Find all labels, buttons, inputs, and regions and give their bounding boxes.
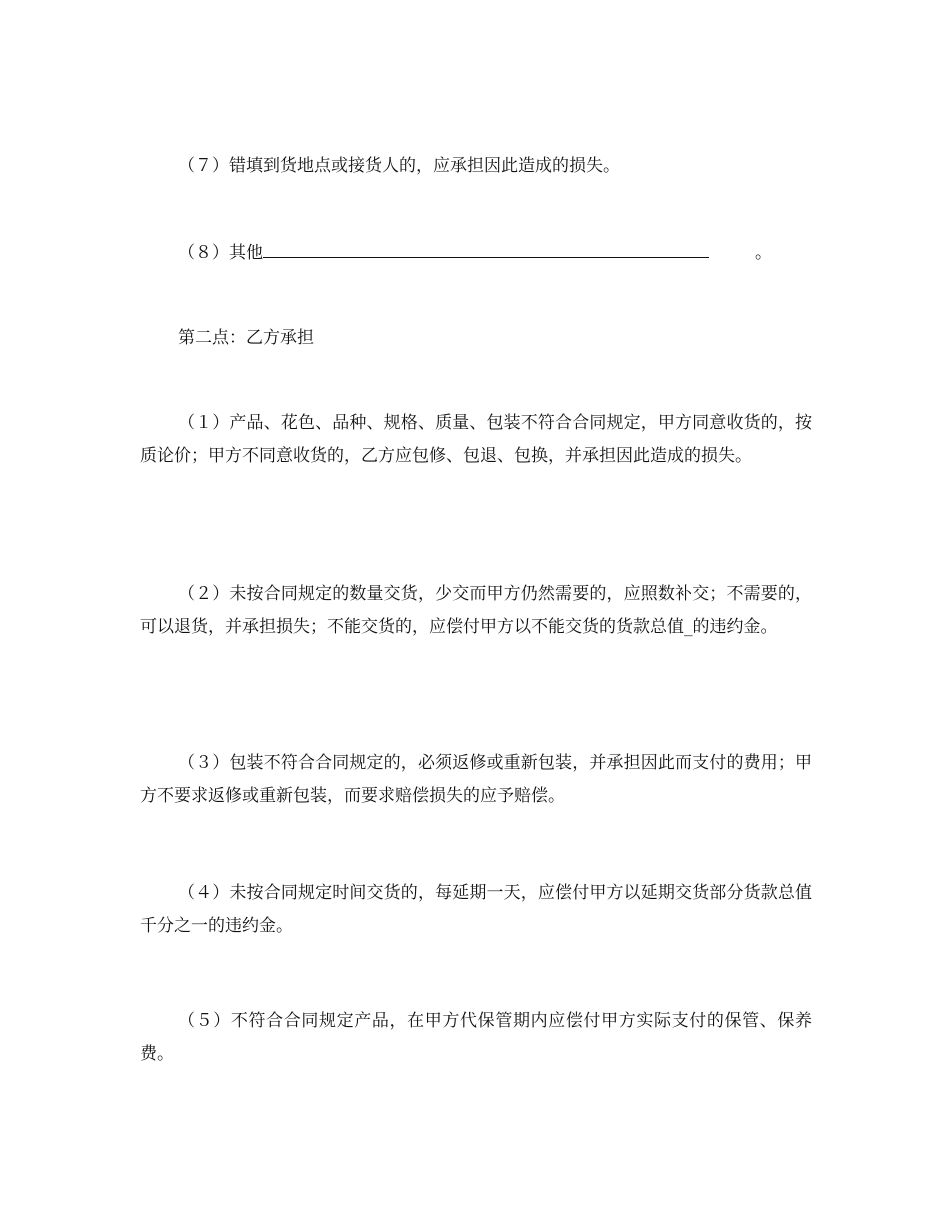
party-b-clause-1	[140, 407, 812, 473]
clause-8-prefix: （８）其他	[178, 243, 263, 263]
clause-7	[140, 150, 812, 183]
party-b-clause-1-text: （１）产品、花色、品种、规格、质量、包装不符合合同规定，甲方同意收货的，按质论价；甲方不同意收货的，乙方应包修、包退、包换，并承担因此造成的损失。	[140, 413, 812, 466]
section-heading-text: 第二点：乙方承担	[178, 328, 314, 348]
party-b-clause-3	[140, 747, 812, 813]
party-b-clause-2	[140, 578, 812, 644]
party-b-clause-4	[140, 877, 812, 943]
clause-8	[140, 235, 812, 270]
clause-7-text: （７）错填到货地点或接货人的，应承担因此造成的损失。	[178, 156, 620, 176]
fill-in-blank	[263, 235, 709, 258]
party-b-clause-2-text: （２）未按合同规定的数量交货，少交而甲方仍然需要的，应照数补交；不需要的，可以退货，并承担损失；不能交货的，应偿付甲方以不能交货的货款总值_的违约金。	[140, 584, 812, 637]
party-b-clause-5-text: （５）不符合合同规定产品，在甲方代保管期内应偿付甲方实际支付的保管、保养费。	[140, 1011, 812, 1064]
party-b-clause-3-text: （３）包装不符合合同规定的，必须返修或重新包装，并承担因此而支付的费用；甲方不要求返修或重新包装，而要求赔偿损失的应予赔偿。	[140, 753, 812, 806]
section-heading	[140, 322, 812, 355]
party-b-clause-5	[140, 1005, 812, 1071]
clause-8-suffix: 。	[755, 243, 772, 263]
party-b-clause-4-text: （４）未按合同规定时间交货的，每延期一天，应偿付甲方以延期交货部分货款总值千分之一的违约金。	[140, 883, 812, 936]
